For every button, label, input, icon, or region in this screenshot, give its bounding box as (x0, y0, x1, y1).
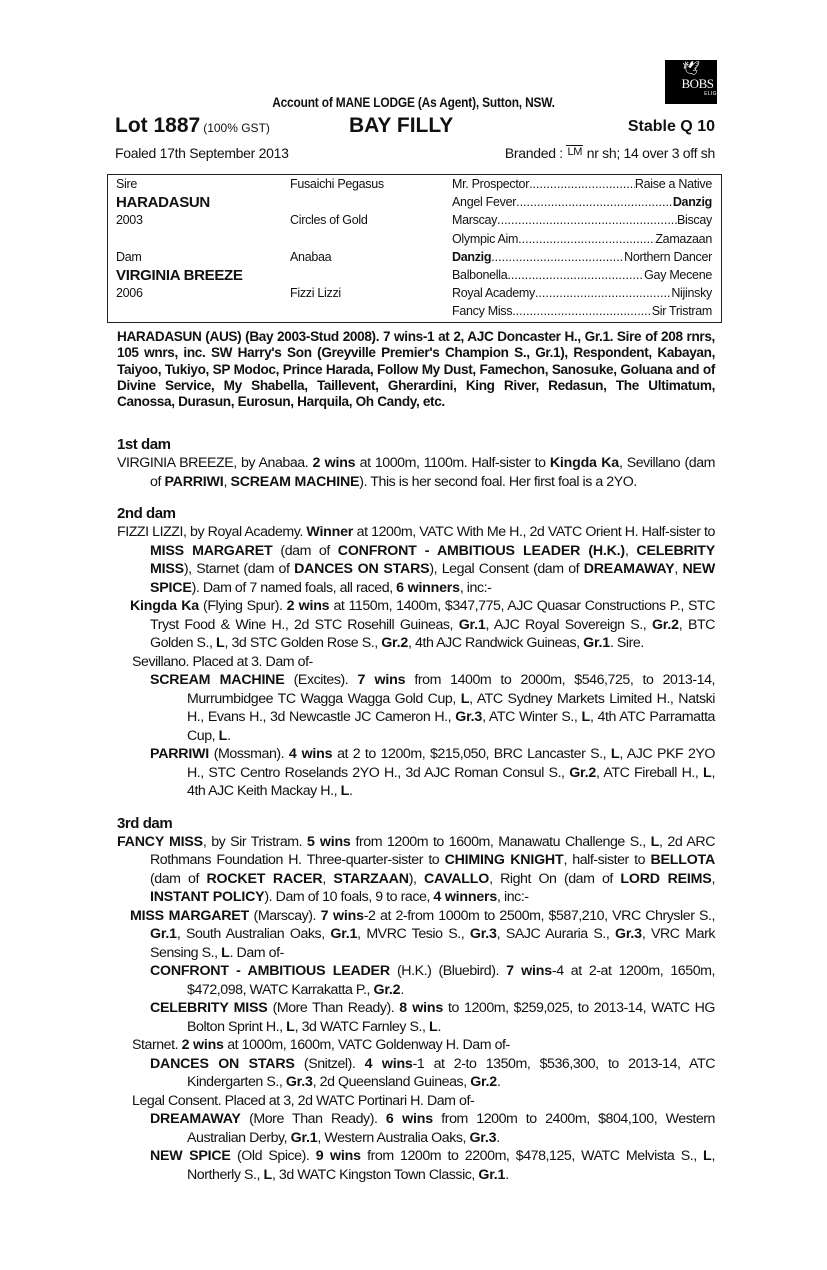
entry-text: -2 at 2-from 1000m to 2500m, $587,210, VRC Chrysler S., (363, 907, 715, 924)
highlight-text: Gr.3 (455, 709, 483, 725)
highlight-text: PARRIWI (164, 473, 224, 490)
highlight-text: 7 wins (506, 963, 552, 979)
pedigree-entry (117, 653, 715, 672)
highlight-text: 6 winners (396, 579, 460, 596)
highlight-text: Gr.1 (458, 616, 486, 633)
ancestor-dam-side: Mr. Prospector (452, 177, 530, 191)
highlight-text: PARRIWI (150, 746, 210, 762)
pedigree-ancestor-row (452, 213, 712, 227)
sire-name: HARADASUN (116, 194, 210, 211)
sire-sire: Fusaichi Pegasus (290, 177, 384, 191)
highlight-text: DANCES ON STARS (150, 1055, 295, 1072)
entry-text: , BTC Golden S., (150, 616, 715, 651)
pedigree-entry (117, 1147, 715, 1184)
pedigree-entry (117, 1036, 715, 1055)
entry-text: VIRGINIA BREEZE, by Anabaa. (117, 455, 313, 471)
entry-text: (dam of (150, 870, 207, 887)
highlight-text: SCREAM MACHINE (150, 672, 285, 688)
entry-text: (Mossman). (209, 746, 289, 762)
ancestor-dam-side: Danzig (452, 249, 492, 264)
highlight-text: CHIMING KNIGHT (444, 852, 564, 868)
highlight-text: 9 wins (315, 1148, 361, 1164)
highlight-text: DREAMAWAY (583, 561, 675, 577)
entry-text: , 4th AJC Keith Mackay H., (187, 764, 716, 799)
entry-text: , Sevillano (dam of (150, 455, 716, 490)
entry-text: , 3d WATC Farnley S., (294, 1018, 429, 1035)
entry-text: (More Than Ready). (240, 1111, 386, 1127)
highlight-text: LORD REIMS (620, 870, 712, 887)
entry-text: (dam of (272, 542, 338, 559)
highlight-text: STARZAAN (333, 870, 409, 887)
highlight-text: Gr.3 (615, 926, 642, 942)
logo-text: BOBS (681, 76, 714, 91)
leader-dots (529, 177, 635, 191)
highlight-text: L (429, 1018, 438, 1035)
entry-text: ), Legal Consent (dam of (429, 561, 584, 577)
entry-text: , (624, 542, 637, 559)
foaled-date: Foaled 17th September 2013 (115, 145, 289, 161)
bird-icon: 🕊 (682, 61, 700, 77)
ancestor-sire: Northern Dancer (624, 249, 712, 264)
entry-text: (Flying Spur). (198, 598, 287, 614)
pedigree-entry (117, 671, 715, 745)
entry-text: (Snitzel). (294, 1055, 365, 1072)
dam-label: Dam (116, 250, 142, 264)
highlight-text: Gr.2 (381, 635, 409, 651)
logo-subtext: ELIGIBLE (704, 91, 729, 97)
entry-text: at 1000m, 1600m, VATC Goldenway H. Dam of- (223, 1037, 510, 1053)
ancestor-dam-side: Marscay (452, 213, 498, 228)
highlight-text: Gr.3 (469, 1129, 497, 1146)
ancestor-dam-side: Royal Academy (452, 286, 535, 301)
highlight-text: FANCY MISS (117, 833, 203, 850)
branded-label: Branded : (504, 145, 563, 161)
highlight-text: CONFRONT - AMBITIOUS LEADER (H.K.) (337, 542, 625, 559)
entry-text: , (711, 870, 715, 887)
highlight-text: Gr.2 (470, 1074, 497, 1090)
highlight-text: Gr.1 (330, 926, 358, 942)
entry-text: from 1200m to 2400m, $804,100, Western Australian Derby, (187, 1111, 715, 1146)
sire-dam: Circles of Gold (290, 213, 368, 227)
ancestor-dam-side: Fancy Miss (452, 304, 513, 319)
ancestor-dam-side: Angel Fever (452, 195, 517, 210)
dam-year: 2006 (116, 286, 143, 300)
entry-text: from 1400m to 2000m, $546,725, to 2013-14, Murrumbidgee TC Wagga Wagga Gold Cup, (187, 672, 715, 707)
highlight-text: L (703, 764, 712, 781)
entry-text: . (496, 1129, 500, 1146)
highlight-text: L (610, 746, 620, 762)
ancestor-dam-side: Olympic Aim (452, 231, 519, 246)
highlight-text: Gr.2 (373, 981, 401, 998)
entry-text: , Right On (dam of (489, 870, 621, 887)
pedigree-ancestor-row (452, 304, 712, 318)
highlight-text: 5 wins (307, 833, 351, 850)
entry-text: , 4th ATC Parramatta Cup, (187, 709, 715, 744)
section-heading: 1st dam (117, 436, 171, 453)
entry-text: , (322, 870, 334, 887)
entry-text: , ATC Sydney Markets Limited H., Natski H., Evans H., 3d Newcastle JC Cameron H., (187, 690, 716, 725)
leader-dots (516, 195, 673, 209)
highlight-text: INSTANT POLICY (150, 889, 265, 905)
highlight-text: Gr.3 (469, 926, 497, 942)
highlight-text: 6 wins (385, 1111, 433, 1127)
highlight-text: L (221, 944, 230, 961)
pedigree-ancestor-row (452, 286, 712, 300)
entry-text: from 1200m to 2200m, $478,125, WATC Melvista S., (360, 1148, 704, 1164)
entry-text: . (497, 1074, 501, 1090)
entry-text: , 2d Queensland Guineas, (312, 1074, 471, 1090)
entry-text: ), (408, 870, 425, 887)
highlight-text: 2 wins (312, 455, 356, 471)
highlight-text: Kingda Ka (549, 455, 619, 471)
entry-text: , VRC Mark Sensing S., (150, 926, 715, 961)
pedigree-entry (117, 1055, 715, 1092)
highlight-text: DANCES ON STARS (294, 561, 430, 577)
highlight-text: 4 wins (364, 1055, 413, 1072)
pedigree-entry (117, 999, 715, 1036)
highlight-text: L (216, 635, 225, 651)
entry-text: , half-sister to (563, 852, 651, 868)
pedigree-ancestor-row (452, 232, 712, 246)
pedigree-ancestor-row (452, 177, 712, 191)
highlight-text: Winner (306, 524, 354, 540)
ancestor-sire: Sir Tristram (651, 304, 712, 319)
entry-text: at 1150m, 1400m, $347,775, AJC Quasar Constructions P., STC Tryst Food & Wine H., 2d STC Rosehill Guineas, (150, 598, 715, 633)
entry-text: , 4th AJC Randwick Guineas, (408, 635, 584, 651)
brand-mark: LM (567, 146, 583, 158)
entry-text: FIZZI LIZZI, by Royal Academy. (117, 524, 307, 540)
entry-text: from 1200m to 1600m, Manawatu Challenge S., (350, 833, 651, 850)
highlight-text: CAVALLO (424, 870, 490, 887)
entry-text: Sevillano. Placed at 3. Dam of- (132, 653, 313, 670)
highlight-text: 7 wins (320, 907, 364, 924)
highlight-text: Gr.2 (569, 764, 597, 781)
highlight-text: Gr.1 (150, 926, 177, 942)
entry-text: , ATC Winter S., (482, 709, 582, 725)
entry-text: to 1200m, $259,025, to 2013-14, WATC HG Bolton Sprint H., (187, 1000, 716, 1035)
pedigree-ancestor-row (452, 195, 712, 209)
highlight-text: MISS MARGARET (130, 907, 250, 924)
entry-text: -1 at 2-to 1350m, $536,300, to 2013-14, ATC Kindergarten S., (187, 1055, 716, 1090)
ancestor-sire: Raise a Native (634, 177, 712, 191)
entry-text: , inc:- (459, 579, 492, 596)
horse-description: BAY FILLY (349, 114, 454, 137)
entry-text: at 1200m, VATC With Me H., 2d VATC Orient H. Half-sister to (353, 524, 715, 540)
entry-text: (More Than Ready). (267, 1000, 400, 1016)
entry-text: , (223, 473, 231, 490)
entry-text: (Marscay). (249, 907, 321, 924)
highlight-text: 4 winners (433, 889, 498, 905)
highlight-text: ROCKET RACER (206, 870, 323, 887)
ancestor-sire: Nijinsky (671, 286, 712, 301)
highlight-text: DREAMAWAY (150, 1111, 241, 1127)
highlight-text: CELEBRITY MISS (150, 542, 716, 577)
highlight-text: MISS MARGARET (150, 542, 273, 559)
entry-text: ). Dam of 7 named foals, all raced, (191, 579, 397, 596)
pedigree-entry (117, 523, 715, 597)
entry-text: at 1000m, 1100m. Half-sister to (355, 455, 550, 471)
highlight-text: 8 wins (399, 1000, 444, 1016)
highlight-text: Gr.1 (583, 635, 610, 651)
pedigree-entry (117, 597, 715, 653)
entry-text: , 2d ARC Rothmans Foundation H. Three-quarter-sister to (150, 833, 715, 868)
entry-text: . (349, 783, 353, 799)
leader-dots (507, 268, 644, 282)
entry-text: Starnet. (132, 1037, 182, 1053)
highlight-text: Gr.3 (285, 1074, 313, 1090)
leader-dots (497, 213, 677, 227)
pedigree-entry (117, 454, 715, 491)
ancestor-sire: Biscay (676, 213, 712, 228)
entry-text: , Northerly S., (187, 1148, 716, 1183)
entry-text: . (505, 1166, 509, 1183)
highlight-text: 2 wins (181, 1037, 224, 1053)
leader-dots (491, 250, 624, 264)
brand-details: nr sh; 14 over 3 off sh (586, 145, 715, 161)
lot-number (115, 114, 270, 138)
highlight-text: L (581, 709, 590, 725)
entry-text: (H.K.) (Bluebird). (389, 963, 507, 979)
female-line (117, 436, 715, 1184)
entry-text: (Old Spice). (230, 1148, 316, 1164)
pedigree-entry (117, 745, 715, 801)
highlight-text: 4 wins (288, 746, 333, 762)
pedigree-entry (117, 962, 715, 999)
entry-text: . Sire. (609, 635, 644, 651)
entry-text: , MVRC Tesio S., (357, 926, 470, 942)
entry-text: , AJC PKF 2YO H., STC Centro Roselands 2YO H., 3d AJC Roman Consul S., (187, 746, 715, 781)
leader-dots (535, 286, 671, 300)
dam-sire: Anabaa (290, 250, 332, 264)
gst-note: (100% GST) (203, 121, 270, 135)
ancestor-dam-side: Balbonella (452, 268, 508, 282)
brand-info (505, 145, 715, 161)
entry-text: , Western Australia Oaks, (317, 1129, 470, 1146)
entry-text: ). This is her second foal. Her first foal is a 2YO. (359, 473, 637, 490)
entry-text: , 3d WATC Kingston Town Classic, (271, 1166, 479, 1183)
pedigree-ancestor-row (452, 268, 712, 282)
highlight-text: Gr.1 (478, 1166, 506, 1183)
entry-text: , (674, 561, 683, 577)
highlight-text: SCREAM MACHINE (230, 473, 360, 490)
highlight-text: 2 wins (286, 598, 330, 614)
entry-text: . (400, 981, 404, 998)
pedigree-table (107, 174, 722, 323)
highlight-text: L (340, 783, 350, 799)
highlight-text: Gr.1 (290, 1129, 318, 1146)
sire-summary: HARADASUN (AUS) (Bay 2003-Stud 2008). 7 wins-1 at 2, AJC Doncaster H., Gr.1. Sire of 208 rnrs, 105 wnrs, inc. SW Harry's Son (Greyville Premier's Champion S., Gr.1), Respondent, Kabayan, Taiyoo, Tukiyo, SP Modoc, Prince Harada, Follow My Dust, Famechon, Sanosuke, Goluana and of Divine Service, My Shabella, Taillevent, Gherardini, King River, Redasun, The Ultimatum, Canossa, Durasun, Eurosun, Harquila, Oh Candy, etc. (117, 329, 715, 410)
entry-text: -4 at 2-at 1200m, 1650m, $472,098, WATC Karrakatta P., (187, 963, 715, 998)
highlight-text: L (286, 1018, 295, 1035)
entry-text: . (227, 727, 231, 744)
highlight-text: BELLOTA (650, 852, 715, 868)
ancestor-sire: Gay Mecene (644, 268, 712, 282)
dam-name: VIRGINIA BREEZE (116, 267, 243, 284)
leader-dots (512, 304, 652, 318)
highlight-text: L (218, 727, 228, 744)
entry-text: ). Dam of 10 foals, 9 to race, (264, 889, 434, 905)
pedigree-entry (117, 1110, 715, 1147)
highlight-text: CELEBRITY MISS (150, 1000, 268, 1016)
highlight-text: L (650, 833, 660, 850)
sire-label: Sire (116, 177, 138, 191)
highlight-text: L (263, 1166, 272, 1183)
leader-dots (518, 232, 655, 246)
highlight-text: Kingda Ka (130, 598, 199, 614)
entry-text: . (437, 1018, 441, 1035)
entry-text: . Dam of- (229, 944, 284, 961)
entry-text: , SAJC Auraria S., (496, 926, 616, 942)
entry-text: (Excites). (284, 672, 358, 688)
dam-dam: Fizzi Lizzi (290, 286, 341, 300)
pedigree-entry (117, 833, 715, 907)
entry-text: , 3d STC Golden Rose S., (224, 635, 382, 651)
highlight-text: CONFRONT - AMBITIOUS LEADER (150, 963, 390, 979)
section-heading: 3rd dam (117, 814, 173, 832)
lot-label: Lot 1887 (115, 114, 201, 137)
pedigree-entry (117, 907, 715, 963)
highlight-text: Gr.2 (651, 616, 679, 633)
entry-text: at 2 to 1200m, $215,050, BRC Lancaster S., (332, 746, 611, 762)
highlight-text: L (703, 1148, 712, 1164)
entry-text: , ATC Fireball H., (596, 764, 704, 781)
stable-location: Stable Q 10 (627, 118, 715, 135)
entry-text: , inc:- (497, 889, 529, 905)
pedigree-entry (117, 1092, 715, 1111)
section-heading: 2nd dam (117, 505, 176, 522)
highlight-text: NEW SPICE (150, 561, 716, 596)
highlight-text: NEW SPICE (150, 1148, 231, 1164)
ancestor-sire: Zamazaan (655, 231, 712, 246)
vendor-line: Account of MANE LODGE (As Agent), Sutton, NSW. (272, 94, 555, 110)
entry-text: , South Australian Oaks, (176, 926, 331, 942)
ancestor-sire: Danzig (672, 195, 712, 210)
sire-year: 2003 (116, 213, 143, 227)
entry-text: , by Sir Tristram. (202, 833, 308, 850)
highlight-text: 7 wins (357, 672, 406, 688)
entry-text: ), Starnet (dam of (183, 561, 295, 577)
entry-text: Legal Consent. Placed at 3, 2d WATC Portinari H. Dam of- (132, 1092, 475, 1109)
highlight-text: L (460, 690, 470, 707)
pedigree-ancestor-row (452, 250, 712, 264)
entry-text: , AJC Royal Sovereign S., (485, 616, 652, 633)
